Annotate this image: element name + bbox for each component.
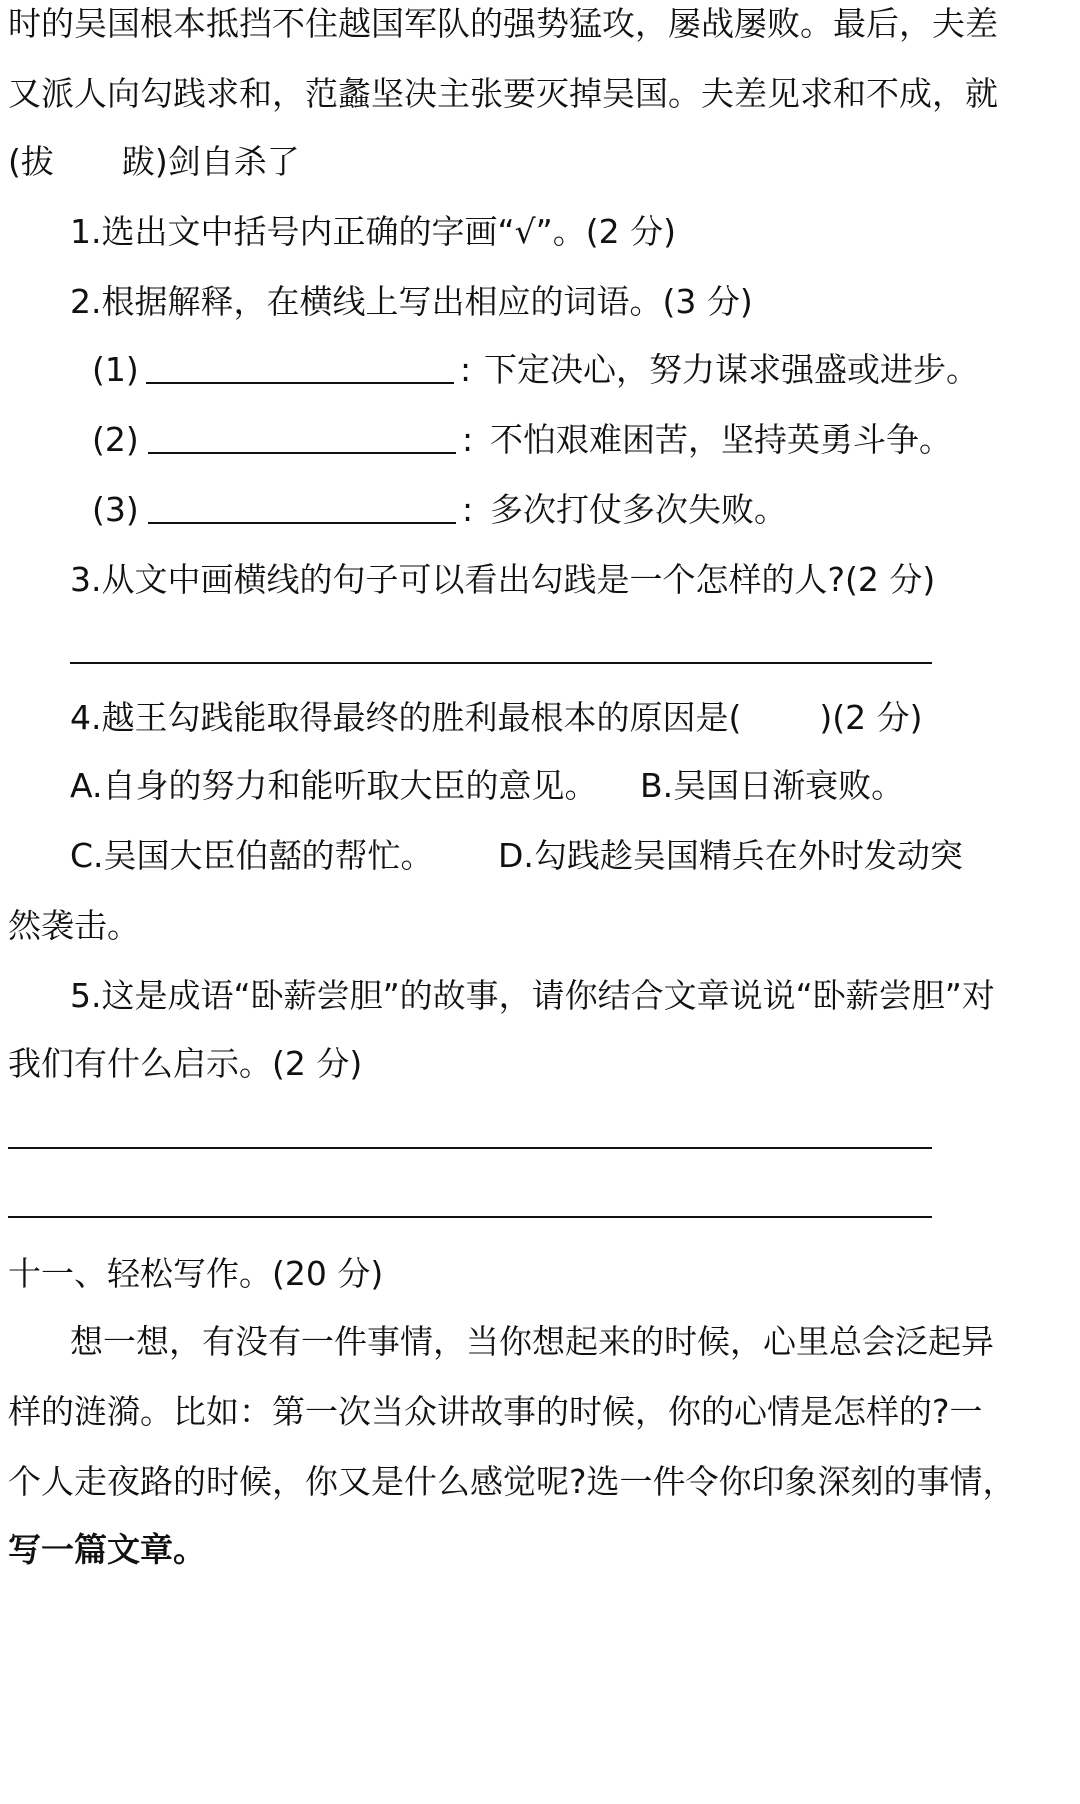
q4-option-d: D.勾践趁吴国精兵在外时发动突 [498, 836, 963, 875]
q2-item-1-num: (1) [92, 350, 139, 389]
q2-item-2-num: (2) [92, 420, 139, 459]
q5-answer-line-2[interactable] [8, 1216, 932, 1218]
passage-line-1: 时的吴国根本抵挡不住越国军队的强势猛攻，屡战屡败。最后，夫差 [8, 4, 998, 43]
q2-item-3-num: (3) [92, 490, 139, 529]
q2-item-2-sep: : [462, 420, 474, 459]
q2-item-1-meaning: 下定决心，努力谋求强盛或进步。 [484, 350, 979, 389]
q2-item-3-meaning: 多次打仗多次失败。 [490, 490, 787, 529]
passage-line-2: 又派人向勾践求和，范蠡坚决主张要灭掉吴国。夫差见求和不成，就 [8, 74, 998, 113]
q4-score: )(2 分) [819, 698, 923, 737]
q2-item-2-meaning: 不怕艰难困苦，坚持英勇斗争。 [490, 420, 952, 459]
q2-item-3-sep: : [462, 490, 474, 529]
q2-item-1-sep: : [460, 350, 472, 389]
q2-item-3-answer-blank[interactable] [148, 522, 456, 524]
q3-answer-line[interactable] [70, 662, 932, 664]
question-1: 1.选出文中括号内正确的字画“√”。(2 分) [70, 212, 676, 251]
writing-prompt-line-2: 样的涟漪。比如：第一次当众讲故事的时候，你的心情是怎样的?一 [8, 1392, 983, 1431]
q4-option-a: A.自身的努力和能听取大臣的意见。 [70, 766, 598, 805]
q4-option-b: B.吴国日渐衰败。 [640, 766, 905, 805]
q4-option-d-continued: 然袭击。 [8, 906, 140, 945]
question-5-line-1: 5.这是成语“卧薪尝胆”的故事，请你结合文章说说“卧薪尝胆”对 [70, 976, 995, 1015]
q4-stem-text: 4.越王勾践能取得最终的胜利最根本的原因是( [70, 698, 742, 737]
writing-prompt-line-3: 个人走夜路的时候，你又是什么感觉呢?选一件令你印象深刻的事情， [8, 1462, 1016, 1501]
passage-line-3 [8, 142, 300, 182]
question-3: 3.从文中画横线的句子可以看出勾践是一个怎样的人?(2 分) [70, 560, 936, 599]
question-2: 2.根据解释，在横线上写出相应的词语。(3 分) [70, 282, 753, 321]
q2-item-2-answer-blank[interactable] [148, 452, 456, 454]
choice-open: (拔 [8, 142, 54, 181]
q2-item-1-answer-blank[interactable] [146, 382, 454, 384]
writing-prompt-line-4: 写一篇文章。 [8, 1530, 206, 1569]
writing-prompt-line-1: 想一想，有没有一件事情，当你想起来的时候，心里总会泛起异 [70, 1322, 994, 1361]
q4-option-c: C.吴国大臣伯嚭的帮忙。 [70, 836, 434, 875]
q5-answer-line-1[interactable] [8, 1147, 932, 1149]
question-4-stem [70, 698, 922, 738]
choice-close: 跋)剑自杀了 [121, 142, 300, 181]
writing-heading: 十一、轻松写作。(20 分) [8, 1254, 384, 1293]
question-5-line-2: 我们有什么启示。(2 分) [8, 1044, 363, 1083]
